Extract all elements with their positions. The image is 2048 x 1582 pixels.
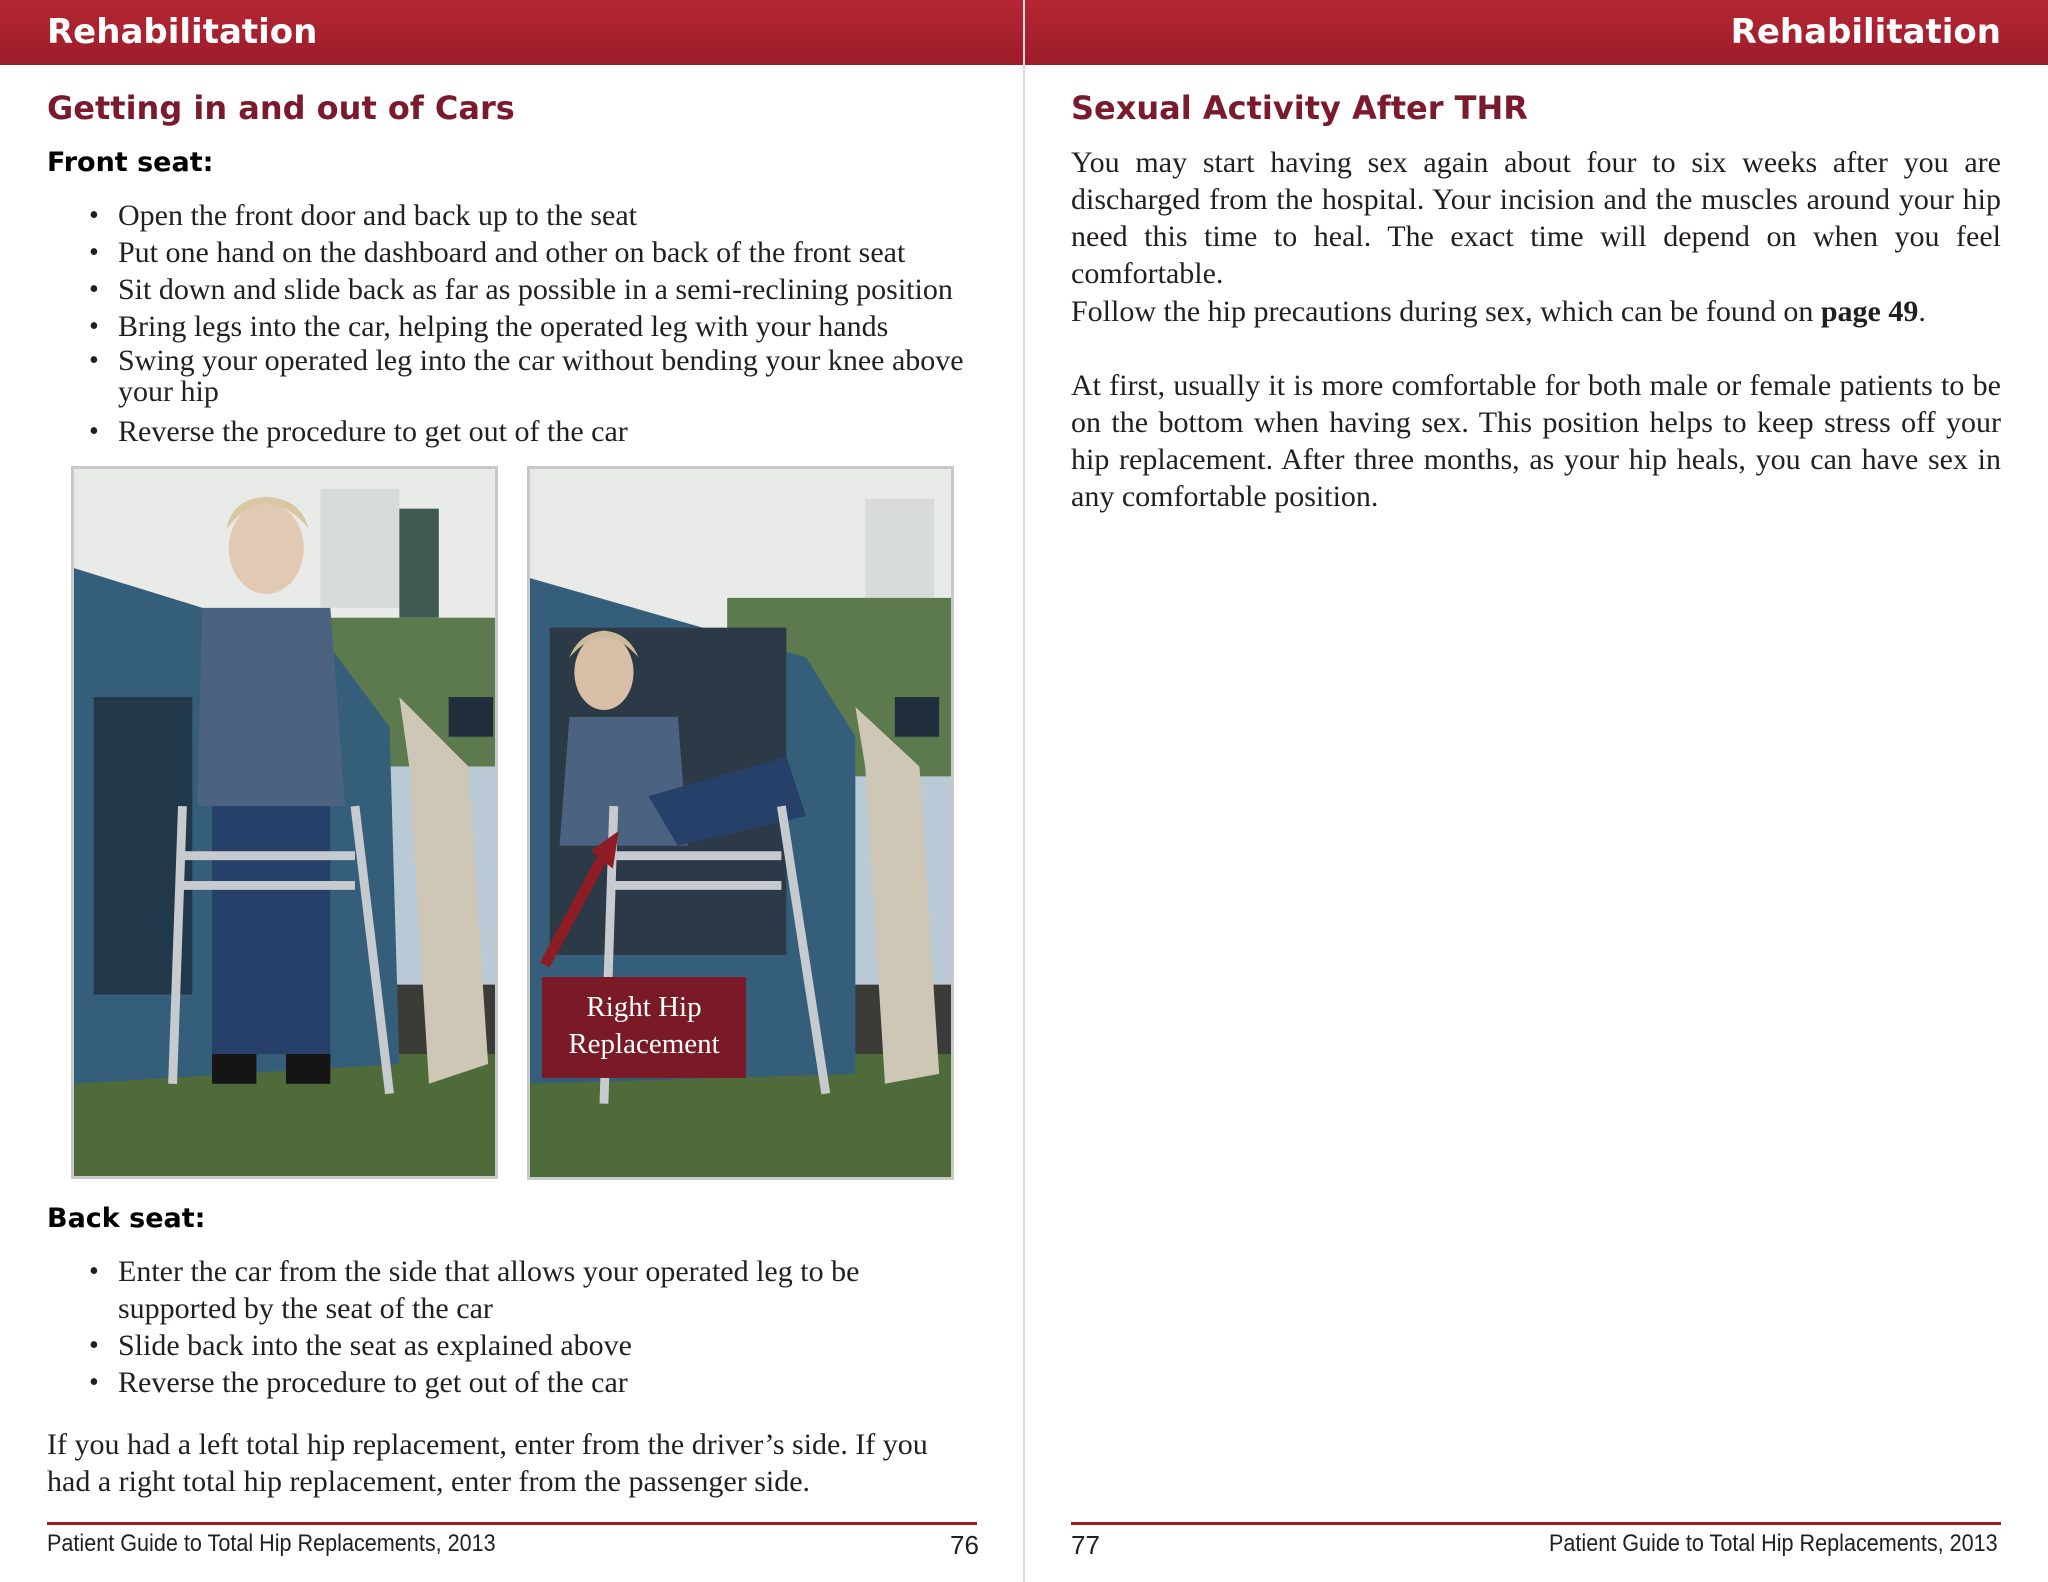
photo-caption-callout: Right Hip Replacement	[542, 977, 746, 1078]
paragraph-3: At first, usually it is more comfortable for both male or female patients to be on the bottom when having sex. This position helps to keep stress off your hip replacement. After three months, as your hip heals, you can have sex in any comfortable position.	[1071, 369, 2001, 513]
list-item: • Swing your operated leg into the car without bending your knee above your hip	[47, 345, 977, 413]
list-item: • Reverse the procedure to get out of the car	[47, 413, 977, 450]
right-header-bar: Rehabilitation	[1025, 0, 2048, 65]
left-page	[0, 0, 1023, 1582]
right-page	[1025, 0, 2048, 1582]
left-footer-text: Patient Guide to Total Hip Replacements, 2013	[47, 1530, 496, 1557]
list-item: • Slide back into the seat as explained above	[47, 1327, 947, 1364]
left-page-title: Getting in and out of Cars	[47, 89, 515, 127]
left-header-bar: Rehabilitation	[0, 0, 1023, 65]
paragraph-2-prefix: Follow the hip precautions during sex, which can be found on	[1071, 295, 1821, 328]
left-footer-rule	[47, 1522, 977, 1525]
right-footer-text: Patient Guide to Total Hip Replacements, 2013	[1549, 1530, 1998, 1557]
photo-standing-at-car	[71, 466, 498, 1179]
front-seat-heading: Front seat:	[47, 147, 214, 178]
closing-paragraph: If you had a left total hip replacement, enter from the driver’s side. If you had a right total hip replacement, enter from the passenger side.	[47, 1428, 928, 1498]
list-item: • Put one hand on the dashboard and other on back of the front seat	[47, 234, 977, 271]
right-page-title: Sexual Activity After THR	[1071, 89, 1528, 127]
list-item: • Reverse the procedure to get out of the car	[47, 1364, 947, 1401]
photo-standing-illustration	[74, 469, 495, 1176]
paragraph-2-suffix: .	[1918, 295, 1926, 328]
paragraph-1: You may start having sex again about four to six weeks after you are discharged from the hospital. Your incision and the muscles around your hip need this time to heal. The exact time will depend on when you feel comfortable.	[1071, 146, 2001, 290]
right-footer-rule	[1071, 1522, 2001, 1525]
right-page-number: 77	[1071, 1530, 1100, 1560]
page-reference-link: page 49	[1820, 295, 1919, 328]
list-item: • Sit down and slide back as far as possible in a semi-reclining position	[47, 271, 977, 308]
paragraph-2	[1071, 293, 2001, 330]
back-seat-list	[47, 1253, 947, 1401]
back-seat-heading: Back seat:	[47, 1203, 206, 1234]
list-item: • Enter the car from the side that allows your operated leg to be supported by the seat of the car	[47, 1253, 947, 1327]
list-item: • Bring legs into the car, helping the operated leg with your hands	[47, 308, 977, 345]
left-page-number: 76	[950, 1530, 979, 1560]
list-item: • Open the front door and back up to the seat	[47, 197, 977, 234]
front-seat-list	[47, 197, 977, 450]
